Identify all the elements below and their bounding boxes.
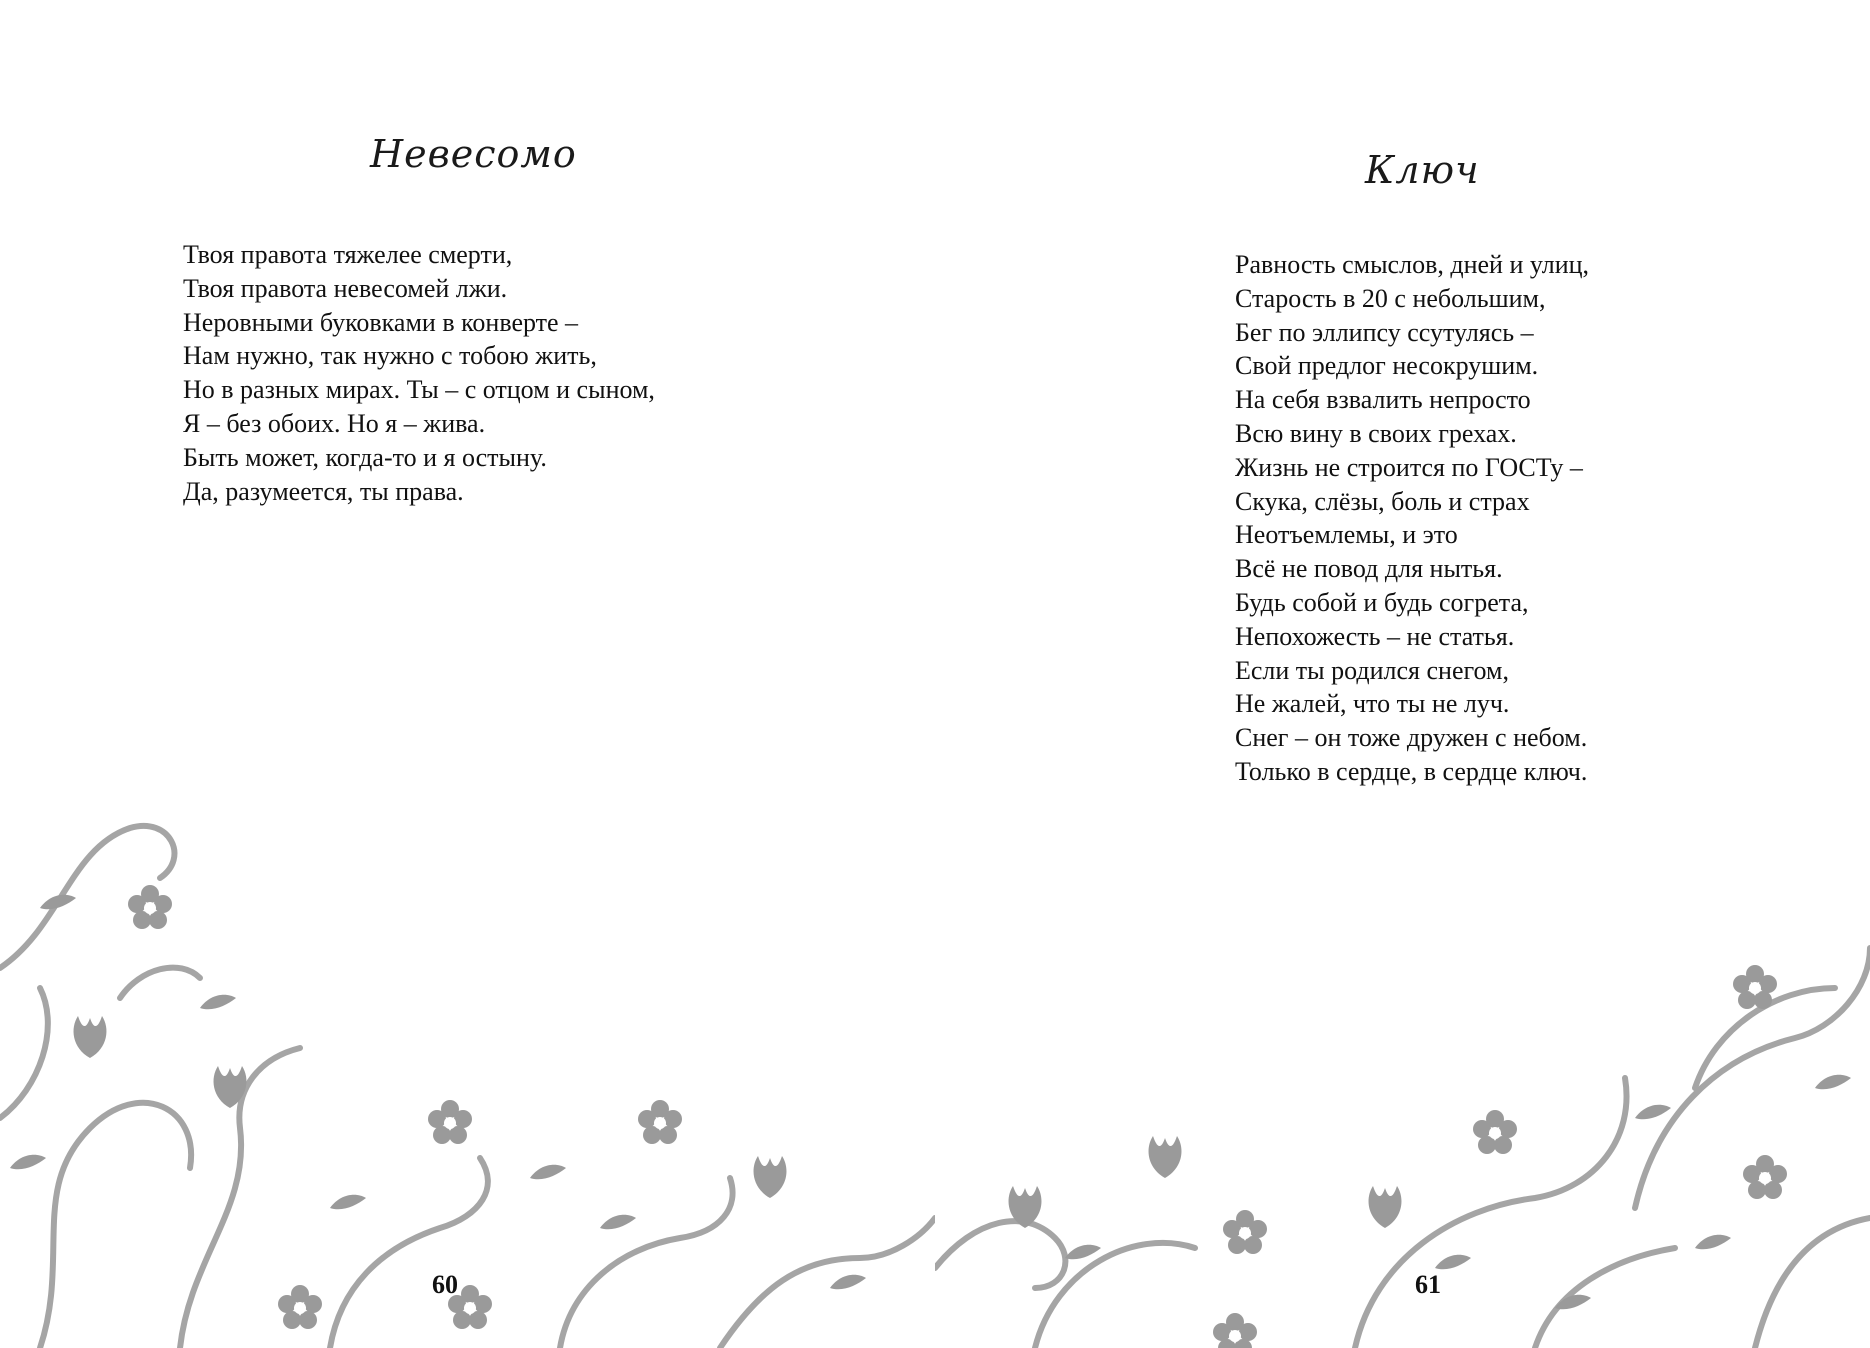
page-number: 60 xyxy=(432,1270,458,1299)
right-page xyxy=(935,0,1870,1348)
poem-line: Твоя правота тяжелее смерти, xyxy=(183,240,513,269)
poem-line: Да, разумеется, ты права. xyxy=(183,476,464,506)
poem-line: Старость в 20 с небольшим, xyxy=(1235,283,1546,313)
poem-line: Скука, слёзы, боль и страх xyxy=(1235,486,1530,516)
poem-line: Только в сердце, в сердце ключ. xyxy=(1235,756,1588,786)
poem-line: Нам нужно, так нужно с тобою жить, xyxy=(183,341,597,371)
floral-ornament-icon xyxy=(935,788,1870,1348)
poem-line: Будь собой и будь согрета, xyxy=(1235,587,1529,617)
poem-text xyxy=(183,238,655,508)
poem-line: На себя взвалить непросто xyxy=(1235,385,1531,415)
poem-line: Свой предлог несокрушим. xyxy=(1235,351,1539,381)
poem-title: Ключ xyxy=(1365,148,1480,192)
poem-line: Бег по эллипсу ссутулясь – xyxy=(1235,317,1534,347)
poem-line: Снег – он тоже дружен с небом. xyxy=(1235,723,1588,753)
poem-text xyxy=(1235,248,1589,789)
poem-line: Но в разных мирах. Ты – с отцом и сыном, xyxy=(183,375,655,405)
poem-line: Твоя правота невесомей лжи. xyxy=(183,273,508,303)
poem-title: Невесомо xyxy=(370,132,577,176)
poem-line: Непохожесть – не статья. xyxy=(1235,621,1515,651)
poem-line: Не жалей, что ты не луч. xyxy=(1235,689,1510,719)
poem-line: Быть может, когда-то и я остыну. xyxy=(183,442,547,472)
poem-line: Равность смыслов, дней и улиц, xyxy=(1235,250,1590,279)
floral-ornament-icon xyxy=(0,788,935,1348)
poem-line: Всё не повод для нытья. xyxy=(1235,554,1503,584)
poem-line: Неотъемлемы, и это xyxy=(1235,520,1458,550)
poem-line: Если ты родился снегом, xyxy=(1235,655,1509,685)
poem-line: Неровными буковками в конверте – xyxy=(183,307,579,337)
poem-line: Жизнь не строится по ГОСТу – xyxy=(1235,452,1583,482)
page-number: 61 xyxy=(1415,1270,1441,1299)
poem-line: Я – без обоих. Но я – жива. xyxy=(183,408,486,438)
poem-line: Всю вину в своих грехах. xyxy=(1235,418,1517,448)
